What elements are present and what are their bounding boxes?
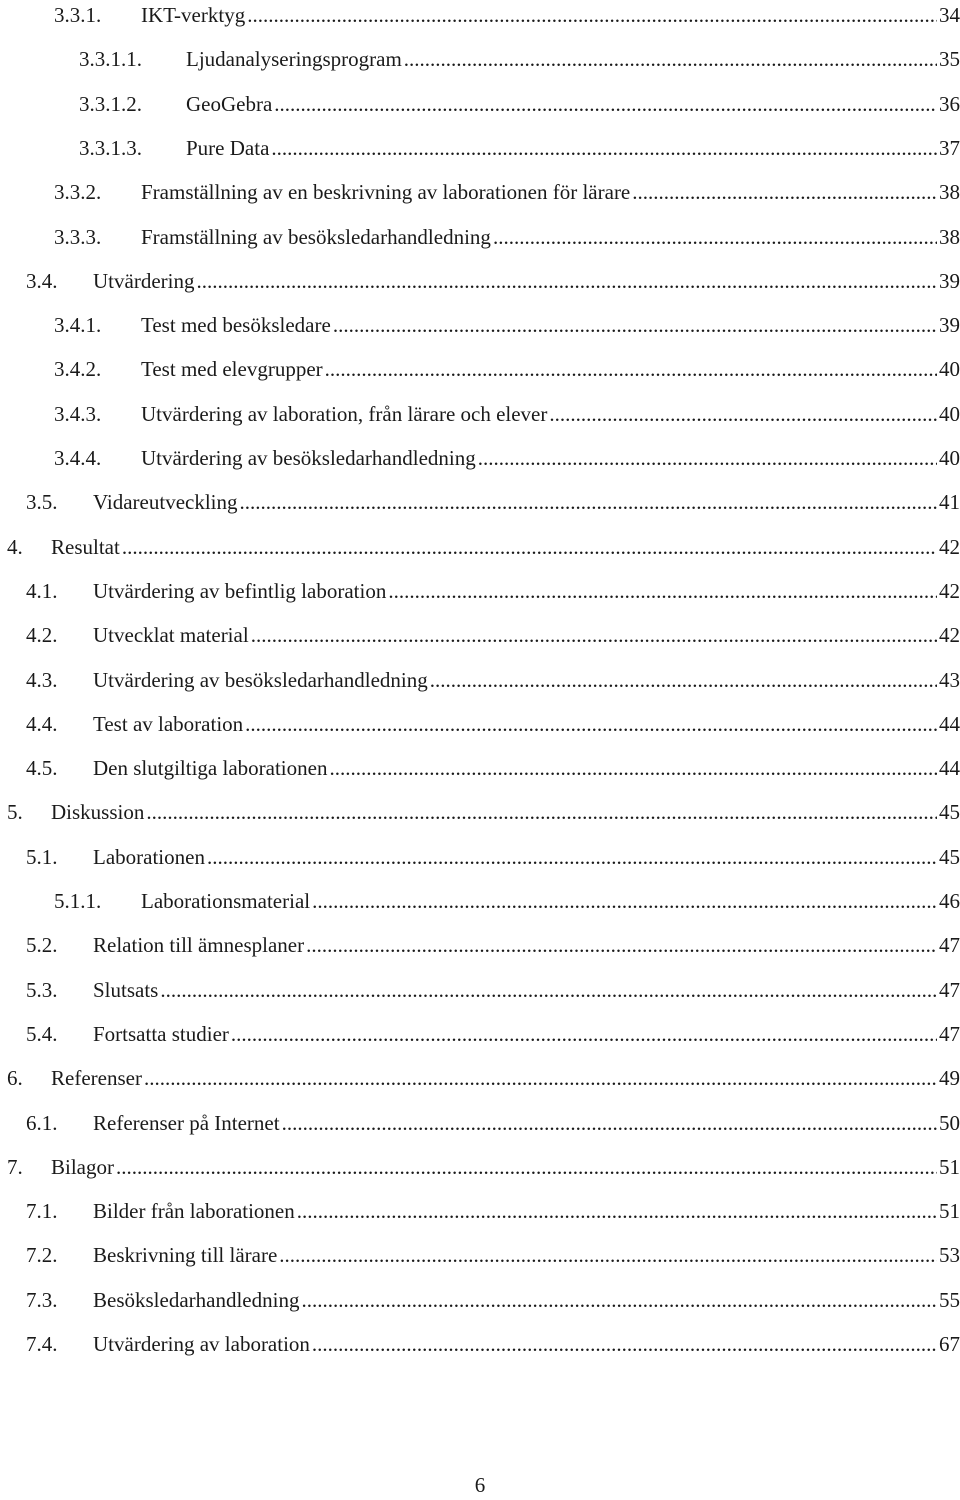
toc-entry-number: 3.4.1. xyxy=(54,313,102,338)
dot-leader xyxy=(247,0,937,30)
toc-entry-page: 44 xyxy=(939,711,960,736)
toc-entry-line xyxy=(51,1152,960,1182)
toc-entry-line xyxy=(141,222,960,252)
toc-entry-line xyxy=(93,266,960,296)
dot-leader xyxy=(549,399,937,429)
toc-entry-title: Test med besöksledare xyxy=(141,313,331,338)
toc-entry-title: Utvärdering av besöksledarhandledning xyxy=(93,667,428,692)
dot-leader xyxy=(160,975,937,1005)
dot-leader xyxy=(144,1063,937,1093)
toc-entry-page: 53 xyxy=(939,1243,960,1268)
toc-entry-page: 43 xyxy=(939,667,960,692)
dot-leader xyxy=(196,266,937,296)
toc-entry-number: 5.2. xyxy=(26,933,58,958)
toc-entry[interactable] xyxy=(0,753,960,783)
toc-entry-line xyxy=(93,753,960,783)
toc-entry-page: 45 xyxy=(939,800,960,825)
toc-entry-line xyxy=(93,1019,960,1049)
dot-leader xyxy=(312,886,937,916)
toc-entry-number: 4.3. xyxy=(26,667,58,692)
toc-entry-page: 35 xyxy=(939,47,960,72)
toc-entry-line xyxy=(93,1329,960,1359)
toc-entry-page: 34 xyxy=(939,3,960,27)
toc-entry-title: Bilder från laborationen xyxy=(93,1199,295,1224)
toc-entry[interactable] xyxy=(0,354,960,384)
toc-entry-page: 40 xyxy=(939,357,960,382)
toc-entry-page: 40 xyxy=(939,401,960,426)
dot-leader xyxy=(251,620,937,650)
dot-leader xyxy=(274,89,937,119)
dot-leader xyxy=(271,133,937,163)
toc-entry[interactable] xyxy=(0,842,960,872)
toc-entry-line xyxy=(93,842,960,872)
dot-leader xyxy=(632,177,937,207)
toc-entry-number: 7.4. xyxy=(26,1332,58,1356)
toc-entry-line xyxy=(93,709,960,739)
toc-entry[interactable] xyxy=(0,310,960,340)
toc-entry[interactable] xyxy=(0,443,960,473)
toc-entry-number: 4.5. xyxy=(26,756,58,781)
toc-entry-line xyxy=(93,576,960,606)
toc-entry-line xyxy=(93,1196,960,1226)
toc-entry[interactable] xyxy=(0,133,960,163)
toc-entry-title: Utvärdering xyxy=(93,268,195,293)
toc-entry[interactable] xyxy=(0,665,960,695)
toc-entry-page: 47 xyxy=(939,1021,960,1046)
toc-entry-line xyxy=(141,443,960,473)
toc-entry-number: 3.4.4. xyxy=(54,446,102,470)
toc-entry-number: 3.4.2. xyxy=(54,357,102,382)
toc-entry-line xyxy=(93,1240,960,1270)
toc-entry-number: 3.3.1.2. xyxy=(79,91,142,116)
toc-entry-title: Utvärdering av laboration, från lärare och elever xyxy=(141,401,548,426)
toc-entry-title: Laborationsmaterial xyxy=(141,889,311,913)
toc-entry-title: Framställning av besöksledarhandledning xyxy=(141,224,491,249)
toc-entry[interactable] xyxy=(0,1063,960,1093)
toc-entry[interactable] xyxy=(0,532,960,562)
toc-entry-title: Besöksledarhandledning xyxy=(93,1287,300,1312)
toc-entry-line xyxy=(51,797,960,827)
toc-entry-line xyxy=(93,1108,960,1138)
toc-entry-page: 50 xyxy=(939,1110,960,1135)
toc-entry-number: 3.4. xyxy=(26,268,58,293)
toc-entry-title: Utvärdering av besöksledarhandledning xyxy=(141,446,476,470)
toc-entry[interactable] xyxy=(0,886,960,916)
toc-entry-number: 4.2. xyxy=(26,623,58,648)
toc-entry-page: 45 xyxy=(939,844,960,869)
toc-entry-line xyxy=(93,487,960,517)
toc-entry[interactable] xyxy=(0,1240,960,1270)
toc-entry[interactable] xyxy=(0,797,960,827)
toc-entry[interactable] xyxy=(0,399,960,429)
toc-entry-number: 7.3. xyxy=(26,1287,58,1312)
toc-entry-page: 42 xyxy=(939,534,960,559)
toc-entry-number: 5.4. xyxy=(26,1021,58,1046)
toc-entry-number: 3.3.2. xyxy=(54,180,102,205)
toc-entry[interactable] xyxy=(0,576,960,606)
toc-entry-number: 6. xyxy=(7,1066,23,1091)
dot-leader xyxy=(325,354,937,384)
toc-entry-line xyxy=(141,0,960,30)
toc-entry-page: 39 xyxy=(939,313,960,338)
toc-entry-page: 67 xyxy=(939,1332,960,1356)
toc-entry-page: 46 xyxy=(939,889,960,913)
toc-entry-line xyxy=(93,975,960,1005)
toc-entry-page: 47 xyxy=(939,977,960,1002)
toc-entry[interactable] xyxy=(0,0,960,30)
toc-entry-title: Beskrivning till lärare xyxy=(93,1243,278,1268)
toc-entry[interactable] xyxy=(0,487,960,517)
toc-entry-number: 3.3.1. xyxy=(54,3,102,27)
toc-entry[interactable] xyxy=(0,1108,960,1138)
toc-entry-number: 5.3. xyxy=(26,977,58,1002)
toc-entry-page: 51 xyxy=(939,1199,960,1224)
dot-leader xyxy=(279,1240,937,1270)
toc-entry-line xyxy=(141,399,960,429)
toc-entry-page: 55 xyxy=(939,1287,960,1312)
toc-entry[interactable] xyxy=(0,266,960,296)
toc-entry-line xyxy=(93,1285,960,1315)
toc-entry-title: Den slutgiltiga laborationen xyxy=(93,756,328,781)
toc-entry[interactable] xyxy=(0,222,960,252)
dot-leader xyxy=(329,753,937,783)
toc-entry-page: 51 xyxy=(939,1154,960,1179)
toc-entry-title: Vidareutveckling xyxy=(93,490,238,515)
toc-entry-line xyxy=(141,886,960,916)
dot-leader xyxy=(122,532,937,562)
toc-entry-title: Fortsatta studier xyxy=(93,1021,229,1046)
toc-entry-page: 39 xyxy=(939,268,960,293)
toc-entry[interactable] xyxy=(0,1196,960,1226)
toc-entry[interactable] xyxy=(0,975,960,1005)
dot-leader xyxy=(146,797,937,827)
toc-entry-number: 7. xyxy=(7,1154,23,1179)
dot-leader xyxy=(231,1019,937,1049)
toc-entry-line xyxy=(51,532,960,562)
toc-entry-title: Test av laboration xyxy=(93,711,244,736)
dot-leader xyxy=(297,1196,937,1226)
toc-entry[interactable] xyxy=(0,930,960,960)
toc-entry-title: Ljudanalyseringsprogram xyxy=(186,47,402,72)
toc-entry-page: 42 xyxy=(939,578,960,603)
toc-entry[interactable] xyxy=(0,44,960,74)
toc-entry-title: Relation till ämnesplaner xyxy=(93,933,305,958)
toc-entry-title: Bilagor xyxy=(51,1154,114,1179)
toc-entry-page: 37 xyxy=(939,135,960,160)
toc-entry-number: 3.5. xyxy=(26,490,58,515)
toc-entry-page: 42 xyxy=(939,623,960,648)
toc-entry[interactable] xyxy=(0,89,960,119)
toc-entry-title: IKT-verktyg xyxy=(141,3,246,27)
toc-entry-title: Pure Data xyxy=(186,135,270,160)
toc-entry-title: Utvecklat material xyxy=(93,623,249,648)
toc-entry-title: Laborationen xyxy=(93,844,205,869)
toc-entry-line xyxy=(51,1063,960,1093)
toc-entry-page: 38 xyxy=(939,180,960,205)
toc-entry-title: Slutsats xyxy=(93,977,159,1002)
toc-entry[interactable] xyxy=(0,1329,960,1359)
dot-leader xyxy=(240,487,937,517)
toc-entry-page: 41 xyxy=(939,490,960,515)
toc-entry-title: Referenser xyxy=(51,1066,142,1091)
toc-entry-number: 5.1. xyxy=(26,844,58,869)
toc-entry-title: GeoGebra xyxy=(186,91,273,116)
toc-entry-page: 40 xyxy=(939,446,960,470)
toc-entry-title: Diskussion xyxy=(51,800,145,825)
toc-entry-title: Test med elevgrupper xyxy=(141,357,323,382)
toc-entry-line xyxy=(141,354,960,384)
toc-entry-title: Utvärdering av laboration xyxy=(93,1332,310,1356)
dot-leader xyxy=(301,1285,937,1315)
toc-entry-number: 4.4. xyxy=(26,711,58,736)
page-number: 6 xyxy=(474,1473,486,1497)
toc-entry-number: 3.3.1.1. xyxy=(79,47,142,72)
toc-entry-line xyxy=(141,177,960,207)
toc-entry-page: 36 xyxy=(939,91,960,116)
toc-entry-number: 3.3.3. xyxy=(54,224,102,249)
toc-entry-number: 4.1. xyxy=(26,578,58,603)
toc-entry-page: 38 xyxy=(939,224,960,249)
toc-entry-number: 5. xyxy=(7,800,23,825)
toc-entry-line xyxy=(186,89,960,119)
toc-entry-line xyxy=(93,665,960,695)
toc-entry-line xyxy=(141,310,960,340)
toc-entry-page: 44 xyxy=(939,756,960,781)
dot-leader xyxy=(312,1329,937,1359)
dot-leader xyxy=(430,665,937,695)
toc-entry-number: 7.2. xyxy=(26,1243,58,1268)
toc-entry-line xyxy=(186,133,960,163)
toc-entry[interactable] xyxy=(0,1019,960,1049)
toc-entry-line xyxy=(93,620,960,650)
toc-entry-line xyxy=(93,930,960,960)
toc-entry-page: 49 xyxy=(939,1066,960,1091)
toc-entry[interactable] xyxy=(0,620,960,650)
dot-leader xyxy=(333,310,937,340)
toc-entry[interactable] xyxy=(0,709,960,739)
toc-entry[interactable] xyxy=(0,177,960,207)
toc-entry[interactable] xyxy=(0,1285,960,1315)
toc-entry-title: Utvärdering av befintlig laboration xyxy=(93,578,387,603)
toc-entry-page: 47 xyxy=(939,933,960,958)
toc-entry-number: 5.1.1. xyxy=(54,889,102,913)
toc-entry-number: 4. xyxy=(7,534,23,559)
toc-entry-title: Referenser på Internet xyxy=(93,1110,280,1135)
toc-entry-number: 3.4.3. xyxy=(54,401,102,426)
toc-entry[interactable] xyxy=(0,1152,960,1182)
dot-leader xyxy=(282,1108,937,1138)
dot-leader xyxy=(493,222,937,252)
dot-leader xyxy=(116,1152,937,1182)
toc-entry-number: 3.3.1.3. xyxy=(79,135,142,160)
dot-leader xyxy=(306,930,937,960)
dot-leader xyxy=(207,842,937,872)
toc-entry-title: Framställning av en beskrivning av laborationen för lärare xyxy=(141,180,631,205)
dot-leader xyxy=(245,709,937,739)
dot-leader xyxy=(478,443,937,473)
toc-entry-line xyxy=(186,44,960,74)
toc-entry-number: 7.1. xyxy=(26,1199,58,1224)
toc-entry-title: Resultat xyxy=(51,534,120,559)
toc-entry-number: 6.1. xyxy=(26,1110,58,1135)
dot-leader xyxy=(388,576,937,606)
dot-leader xyxy=(404,44,937,74)
